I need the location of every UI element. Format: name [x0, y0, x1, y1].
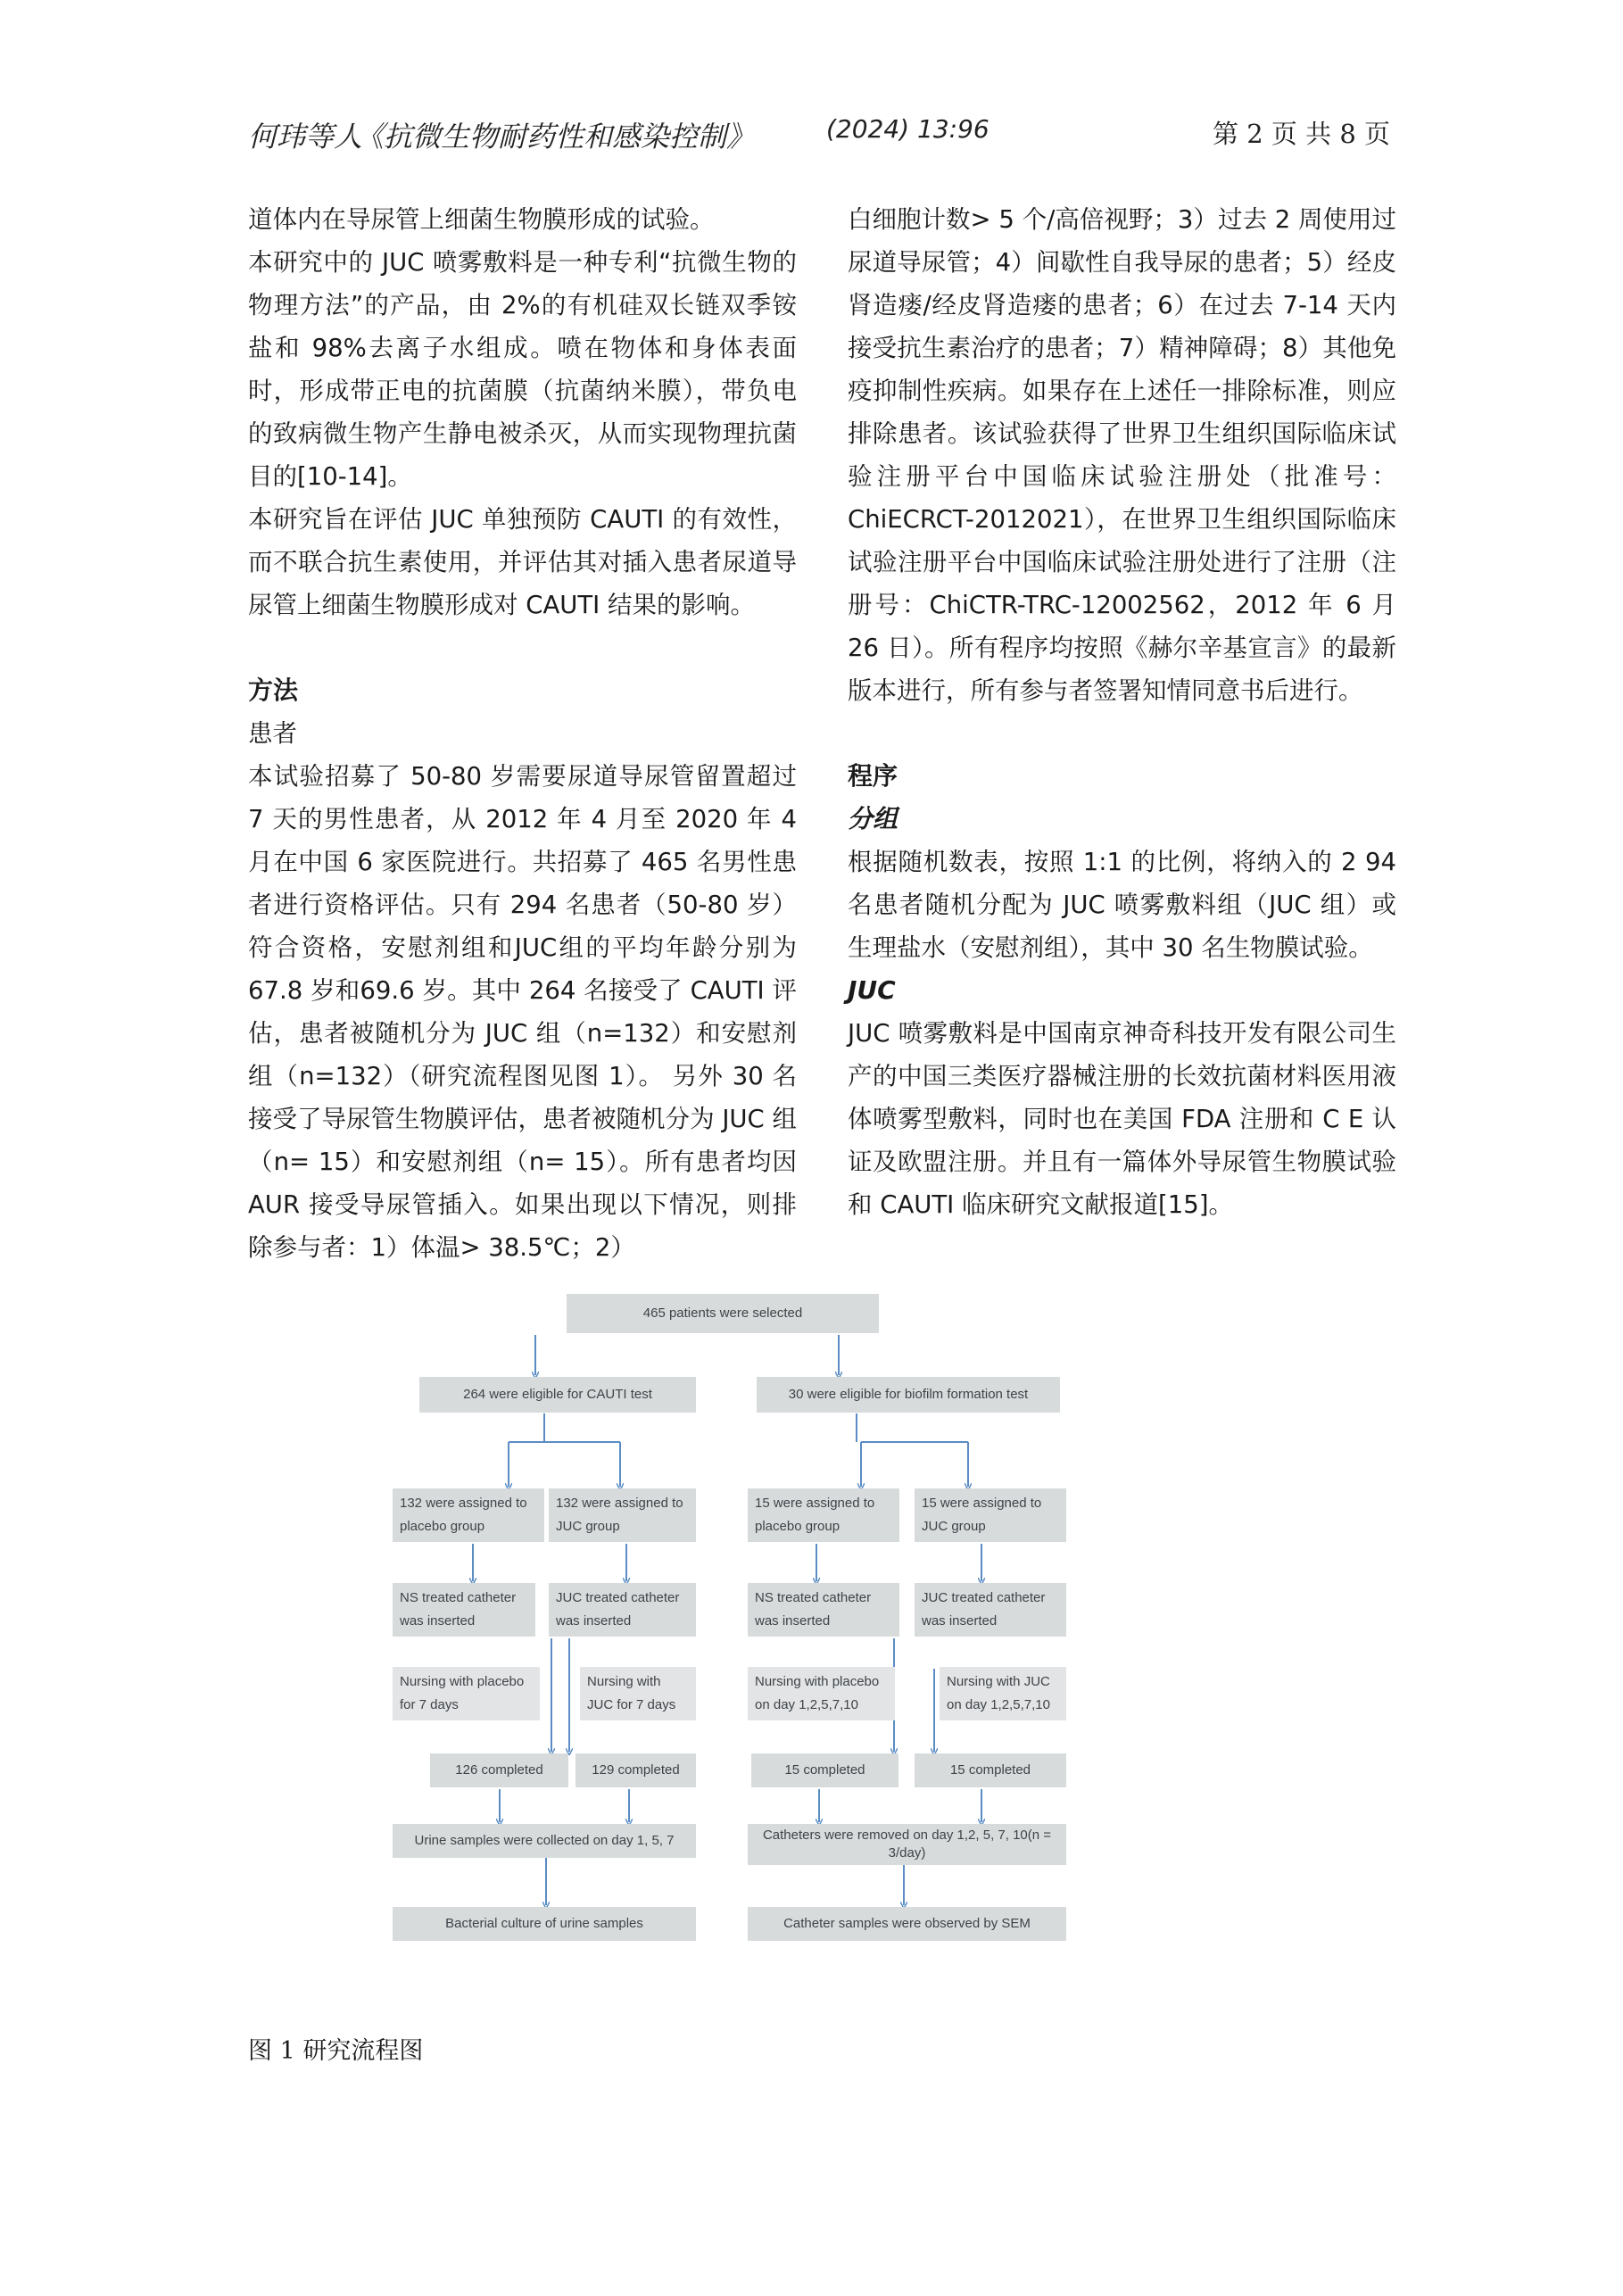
flow-box-urine-collected: Urine samples were collected on day 1, 5, 7: [393, 1824, 696, 1858]
subsection-title-grouping: 分组: [848, 804, 898, 833]
flow-box-placebo-assigned: 132 were assigned to placebo group: [393, 1488, 544, 1542]
flow-box-ns-catheter-biofilm: NS treated catheter was inserted: [748, 1583, 899, 1637]
flow-box-juc-catheter-biofilm: JUC treated catheter was inserted: [915, 1583, 1066, 1637]
study-flowchart: [393, 1294, 1071, 1963]
flow-box-selected: 465 patients were selected: [567, 1294, 879, 1333]
header-page-number: 第 2 页 共 8 页: [1213, 119, 1390, 149]
flow-box-sem: Catheter samples were observed by SEM: [748, 1907, 1066, 1941]
flow-box-juc-assigned-biofilm: 15 were assigned to JUC group: [915, 1488, 1066, 1542]
paragraph: 本试验招募了 50-80 岁需要尿道导尿管留置超过 7 天的男性患者，从 2012 年 4 月至 2020 年 4 月在中国 6 家医院进行。共招募了 465 名男性患者进行资格评估。只有 294 名患者（50-80 岁）符合资格，安慰剂组和JUC组的平均年龄分别为67.8 岁和69.6 岁。其中 264 名接受了 CAUTI 评估，患者被随机分为 JUC 组（n=132）和安慰剂组（n=132）（研究流程图见图 1）。 另外 30 名接受了导尿管生物膜评估，患者被随机分为 JUC 组（n= 15）和安慰剂组（n= 15）。所有患者均因 AUR 接受导尿管插入。如果出现以下情况，则排除参与者：1）体温> 38.5℃；2）: [248, 762, 797, 1262]
flow-box-nursing-placebo-biofilm: Nursing with placebo on day 1,2,5,7,10: [748, 1667, 895, 1720]
flow-box-catheters-removed: Catheters were removed on day 1,2, 5, 7, 10(n = 3/day): [748, 1824, 1066, 1865]
flow-box-completed-juc: 129 completed: [576, 1753, 696, 1787]
flow-box-completed-placebo-biofilm: 15 completed: [751, 1753, 898, 1787]
paragraph: 根据随机数表，按照 1:1 的比例，将纳入的 2 94 名患者随机分配为 JUC 喷雾敷料组（JUC 组）或生理盐水（安慰剂组），其中 30 名生物膜试验。: [848, 848, 1396, 962]
flow-box-nursing-juc-biofilm: Nursing with JUC on day 1,2,5,7,10: [940, 1667, 1066, 1720]
flow-box-cauti-eligible: 264 were eligible for CAUTI test: [419, 1377, 696, 1413]
flow-box-completed-placebo: 126 completed: [430, 1753, 568, 1787]
arrow-line: [509, 1413, 620, 1442]
paragraph: 本研究旨在评估 JUC 单独预防 CAUTI 的有效性，而不联合抗生素使用，并评估其对插入患者尿道导尿管上细菌生物膜形成对 CAUTI 结果的影响。: [248, 505, 797, 619]
flow-box-biofilm-eligible: 30 were eligible for biofilm formation test: [757, 1377, 1060, 1413]
paragraph: 白细胞计数> 5 个/高倍视野；3）过去 2 周使用过尿道导尿管；4）间歇性自我导尿的患者；5）经皮肾造瘘/经皮肾造瘘的患者；6）在过去 7-14 天内接受抗生素治疗的患者；7）精神障碍；8）其他免疫抑制性疾病。如果存在上述任一排除标准，则应排除患者。该试验获得了世界卫生组织国际临床试验注册平台中国临床试验注册处（批准号：ChiECRCT-2012021），在世界卫生组织国际临床试验注册平台中国临床试验注册处进行了注册（注册号：ChiCTR-TRC-12002562，2012 年 6 月 26 日）。所有程序均按照《赫尔辛基宣言》的最新版本进行，所有参与者签署知情同意书后进行。: [848, 205, 1396, 705]
header-journal: 《抗微生物耐药性和感染控制》: [355, 120, 756, 153]
paragraph: 本研究中的 JUC 喷雾敷料是一种专利“抗微生物的物理方法”的产品，由 2%的有机硅双长链双季铵盐和 98%去离子水组成。喷在物体和身体表面时，形成带正电的抗菌膜（抗菌纳米膜），带负电的致病微生物产生静电被杀灭，从而实现物理抗菌目的[10-14]。: [248, 248, 797, 491]
flow-box-nursing-placebo: Nursing with placebo for 7 days: [393, 1667, 540, 1720]
flow-box-juc-catheter: JUC treated catheter was inserted: [549, 1583, 696, 1637]
subsection-title-patients: 患者: [248, 719, 297, 748]
flow-box-placebo-assigned-biofilm: 15 were assigned to placebo group: [748, 1488, 899, 1542]
paragraph: 道体内在导尿管上细菌生物膜形成的试验。: [248, 205, 715, 234]
right-column: [848, 198, 1396, 1226]
left-column: [248, 198, 797, 1269]
subsection-title-juc: JUC: [848, 975, 896, 1005]
section-title-procedure: 程序: [848, 761, 898, 791]
flow-box-urine-culture: Bacterial culture of urine samples: [393, 1907, 696, 1941]
header-citation: (2024) 13:96: [826, 114, 990, 144]
flow-box-juc-assigned: 132 were assigned to JUC group: [549, 1488, 696, 1542]
figure-caption: 图 1 研究流程图: [248, 2037, 424, 2065]
flow-box-completed-juc-biofilm: 15 completed: [915, 1753, 1066, 1787]
paragraph: JUC 喷雾敷料是中国南京神奇科技开发有限公司生产的中国三类医疗器械注册的长效抗菌材料医用液体喷雾型敷料，同时也在美国 FDA 注册和 C E 认证及欧盟注册。并且有一篇体外导尿管生物膜试验和 CAUTI 临床研究文献报道[15]。: [848, 1019, 1396, 1219]
header-authors: 何玮等人: [248, 120, 363, 153]
section-title-methods: 方法: [248, 676, 299, 705]
running-header: [248, 114, 1390, 159]
flow-box-nursing-juc: Nursing with JUC for 7 days: [580, 1667, 696, 1720]
flow-box-ns-catheter: NS treated catheter was inserted: [393, 1583, 535, 1637]
arrow-line: [857, 1413, 968, 1442]
